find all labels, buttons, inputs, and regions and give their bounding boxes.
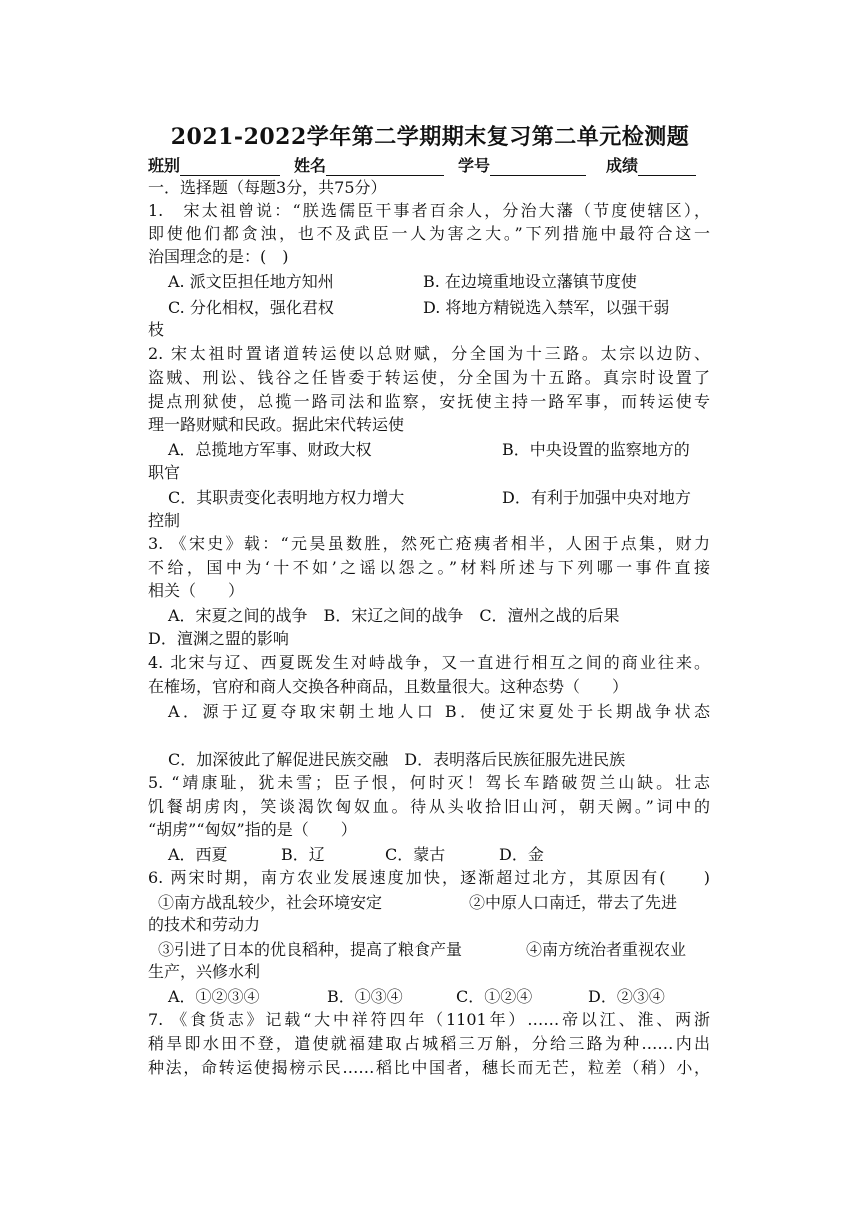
option-c: C．①②④ (456, 987, 533, 1006)
question-7-line: 种法，命转运使揭榜示民……稻比中国者，穗长而无芒，粒差（稍）小， (148, 1058, 710, 1077)
question-5-line: 5. “靖康耻，犹未雪；臣子恨，何时灭！驾长车踏破贺兰山缺。壮志 (148, 773, 710, 792)
option-b: B．①③④ (327, 987, 403, 1006)
statement-2-continued: 的技术和劳动力 (148, 915, 261, 934)
section-heading: 一．选择题（每题3分，共75分） (148, 178, 387, 197)
options-ab: A．源于辽夏夺取宋朝土地人口 B．使辽宋夏处于长期战争状态 (168, 702, 710, 721)
statement-1: ①南方战乱较少，社会环境安定 (158, 893, 383, 912)
question-2-line: 2. 宋太祖时置诸道转运使以总财赋，分全国为十三路。太宗以边防、 (148, 344, 710, 363)
option-a: A．①②③④ (168, 987, 260, 1006)
question-4-line: 4. 北宋与辽、西夏既发生对峙战争，又一直进行相互之间的商业往来。 (148, 653, 710, 672)
class-blank (180, 155, 280, 176)
option-c: C．其职责变化表明地方权力增大 (168, 488, 405, 507)
option-c: C．蒙古 (385, 845, 446, 864)
option-d: D. 将地方精锐选入禁军，以强干弱 (423, 298, 670, 317)
name-blank (326, 155, 444, 176)
option-d-continued: 枝 (148, 320, 165, 339)
statement-2: ②中原人口南迁，带去了先进 (469, 893, 678, 912)
option-b-continued: 职官 (148, 463, 181, 482)
name-label: 姓名 (294, 156, 327, 175)
option-c: C. 分化相权，强化君权 (168, 298, 334, 317)
question-2-line: 提点刑狱使，总揽一路司法和监察，安抚使主持一路军事，而转运使专 (148, 392, 710, 411)
option-d: D．澶渊之盟的影响 (148, 629, 289, 648)
student-id-label: 学号 (458, 156, 491, 175)
option-a: A．西夏 (168, 845, 228, 864)
statement-3: ③引进了日本的优良稻种，提高了粮食产量 (158, 940, 463, 959)
student-id-blank (490, 155, 586, 176)
question-1-line: 治国理念的是：( ) (148, 247, 289, 266)
question-3-line: 不给，国中为‘十不如’之谣以怨之。”材料所述与下列哪一事件直接 (148, 558, 710, 577)
option-b: B. 在边境重地设立藩镇节度使 (423, 272, 637, 291)
question-1-line: 1. 宋太祖曾说：“朕选儒臣干事者百余人，分治大藩（节度使辖区）， (148, 201, 710, 220)
page-title: 2021-2022学年第二学期期末复习第二单元检测题 (170, 124, 690, 150)
option-b: B．辽 (281, 845, 325, 864)
score-label: 成绩 (606, 156, 639, 175)
options-abc: A．宋夏之间的战争 B．宋辽之间的战争 C．澶州之战的后果 (168, 606, 620, 625)
option-d: D．②③④ (588, 987, 665, 1006)
option-d: D．有利于加强中央对地方 (502, 488, 691, 507)
statement-4: ④南方统治者重视农业 (526, 940, 687, 959)
question-6-line: 6. 两宋时期，南方农业发展速度加快，逐渐超过北方，其原因有( ) (148, 868, 710, 887)
question-3-line: 相关（ ） (148, 581, 245, 600)
statement-4-continued: 生产，兴修水利 (148, 962, 261, 981)
option-b: B．中央设置的监察地方的 (502, 440, 690, 459)
question-7-line: 稍旱即水田不登，遣使就福建取占城稻三万斛，分给三路为种……内出 (148, 1034, 710, 1053)
option-d: D．金 (499, 845, 544, 864)
question-7-line: 7. 《食货志》记载“大中祥符四年（1101年）……帝以江、淮、两浙 (148, 1010, 710, 1029)
class-label: 班别 (148, 156, 181, 175)
question-2-line: 理一路财赋和民政。据此宋代转运使 (148, 415, 405, 434)
question-5-line: “胡虏”“匈奴”指的是（ ） (148, 820, 357, 839)
student-info-row (148, 150, 710, 176)
question-1-line: 即使他们都贪浊，也不及武臣一人为害之大。”下列措施中最符合这一 (148, 224, 710, 243)
options-cd: C．加深彼此了解促进民族交融 D．表明落后民族征服先进民族 (168, 750, 626, 769)
option-a: A．总揽地方军事、财政大权 (168, 440, 372, 459)
question-3-line: 3. 《宋史》载：“元昊虽数胜，然死亡疮痍者相半，人困于点集，财力 (148, 534, 710, 553)
score-blank (638, 155, 696, 176)
question-5-line: 饥餐胡虏肉，笑谈渴饮匈奴血。待从头收拾旧山河，朝天阙。”词中的 (148, 797, 710, 816)
question-2-line: 盗贼、刑讼、钱谷之任皆委于转运使，分全国为十五路。真宗时设置了 (148, 368, 710, 387)
option-d-continued: 控制 (148, 511, 181, 530)
option-a: A. 派文臣担任地方知州 (168, 272, 334, 291)
question-4-line: 在榷场，官府和商人交换各种商品，且数量很大。这种态势（ ） (148, 677, 629, 696)
